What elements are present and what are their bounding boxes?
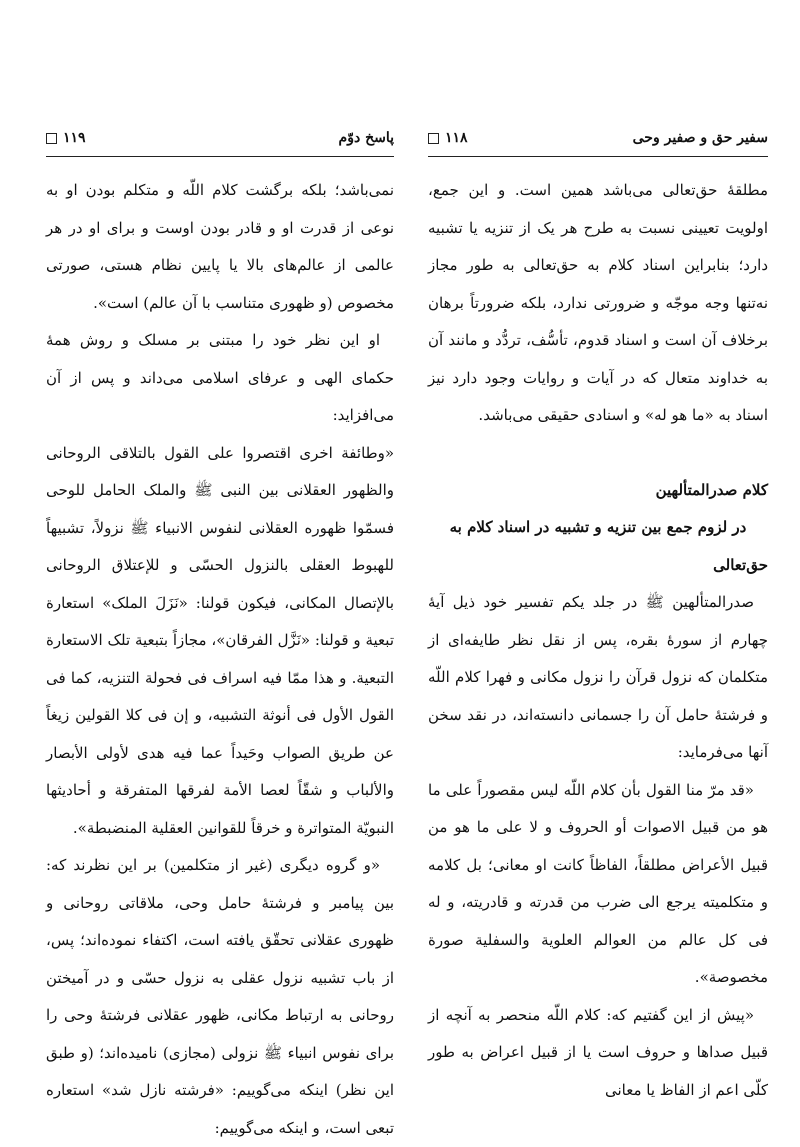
right-page-number: ۱۱۸ (445, 130, 468, 146)
section-subheading: در لزوم جمع بین تنزیه و تشبیه در اسناد کلام به حق‌تعالی (449, 518, 768, 574)
right-page-body (428, 172, 768, 1109)
paragraph: صدرالمتألهین ﷺ در جلد یکم تفسیر خود ذیل آیهٔ چهارم از سورهٔ بقره، پس از نقل نظر طایفه‌ای از متکلمان که نزول قرآن را نزول مکانی و فهرا کلام اللّه و فرشتهٔ حامل آن را جسمانی دانسته‌اند، در نقد سخن آنها می‌فرماید: (428, 593, 768, 761)
right-header-title: سفیر حق و صفیر وحی (632, 130, 768, 146)
right-page (428, 0, 768, 1100)
arabic-quote: «قد مرّ منا القول بأن کلام اللّه لیس مقصوراً علی ما هو من قبیل الاصوات أو الحروف و لا علی ما هو من قبیل الأعراض مطلقاً، الفاظاً کانت او معانی؛ بل کلامه و متکلمیته یرجع الی ضرب من قدرته و قادریته، و له فی کل عالم من العوالم العلویة والسفلیة صورة مخصوصة». (428, 780, 768, 986)
left-page-number-block (46, 130, 86, 146)
square-icon (428, 133, 439, 144)
right-page-number-block (428, 130, 468, 146)
left-page-number: ۱۱۹ (63, 130, 86, 146)
left-page-body (46, 172, 394, 1147)
paragraph: «پیش از این گفتیم که: کلام اللّه منحصر به آنچه از قبیل صداها و حروف است یا از قبیل اعراض به طور کلّی اعم از الفاظ یا معانی (428, 1005, 768, 1099)
left-header-title: پاسخ دوّم (338, 130, 394, 146)
spacer (428, 435, 768, 472)
right-page-header (428, 128, 768, 157)
square-icon (46, 133, 57, 144)
paragraph: «و گروه دیگری (غیر از متکلمین) بر این نظرند که: بین پیامبر و فرشتهٔ حامل وحی، ملاقاتی روحانی و ظهوری عقلانی تحقّق یافته است، اکتفاء نموده‌اند؛ پس، از باب تشبیه نزول عقلی به نزول حسّی و در آمیختن روحانی به ارتباط مکانی، ظهور عقلانی فرشتهٔ وحی را برای نفوس انبیاء ﷺ نزولی (مجازی) نامیده‌اند؛ (و طبق این نظر) اینکه می‌گوییم: «فرشته نازل شد» استعاره تبعی است، و اینکه می‌گوییم: (46, 856, 394, 1137)
paragraph: او این نظر خود را مبتنی بر مسلک و روش همهٔ حکمای الهی و عرفای اسلامی می‌داند و پس از آن می‌افزاید: (46, 331, 394, 424)
paragraph: مطلقهٔ حق‌تعالی می‌باشد همین است. و این جمع، اولویت تعیینی نسبت به طرح هر یک از تنزیه یا تشبیه دارد؛ بنابراین اسناد کلام به حق‌تعالی به طور مجاز نه‌تنها وجه موجّه و ضرورتی ندارد، بلکه ضرورتاً برهان برخلاف آن است و اسناد قدوم، تأسُّف، تردُّد و مانند آن به خداوند متعال که در آیات و روایات وجود دارد نیز اسناد به «ما هو له» و اسنادی حقیقی می‌باشد. (428, 181, 768, 424)
left-page (46, 0, 394, 1137)
left-page-header (46, 128, 394, 157)
arabic-quote: «وطائفة اخری اقتصروا علی القول بالتلاقی الروحانی والظهور العقلانی بین النبی ﷺ والملک الحامل للوحی فسمّوا ظهوره العقلانی لنفوس الانبیاء ﷺ نزولاً، تشبیهاً للهبوط العقلی بالنزول الحسّی و للإعتلاق الروحانی بالإتصال المکانی، فیکون قولنا: «نَزَلَ الملک» استعارة تبعیة و قولنا: «نَزَّل الفرقان»، مجازاً بتبعیة تلک الاستعارة التبعیة. و هذا ممّا فیه اسراف فی فحولة التنزیه، کما فی القول الأول فی أنوثة التشبیه، و إن فی کلا القولین زیغاً عن طریق الصواب وحَیداً عما فیه هدی لأولی الأبصار والألباب و شقّاً لعصا الأمة لفرقها المتفرقة و أحادیثها النبویّة المتواترة و خرقاً للقوانین العقلیة المنضبطة». (46, 443, 394, 837)
section-heading: کلام صدرالمتألهین (655, 480, 768, 499)
paragraph: نمی‌باشد؛ بلکه برگشت کلام اللّه و متکلم بودن او به نوعی از قدرت او و قادر بودن اوست و برای او در هر عالمی از عالم‌های بالا یا پایین نظام هستی، صورتی مخصوص (و ظهوری متناسب با آن عالم) است». (46, 181, 394, 312)
